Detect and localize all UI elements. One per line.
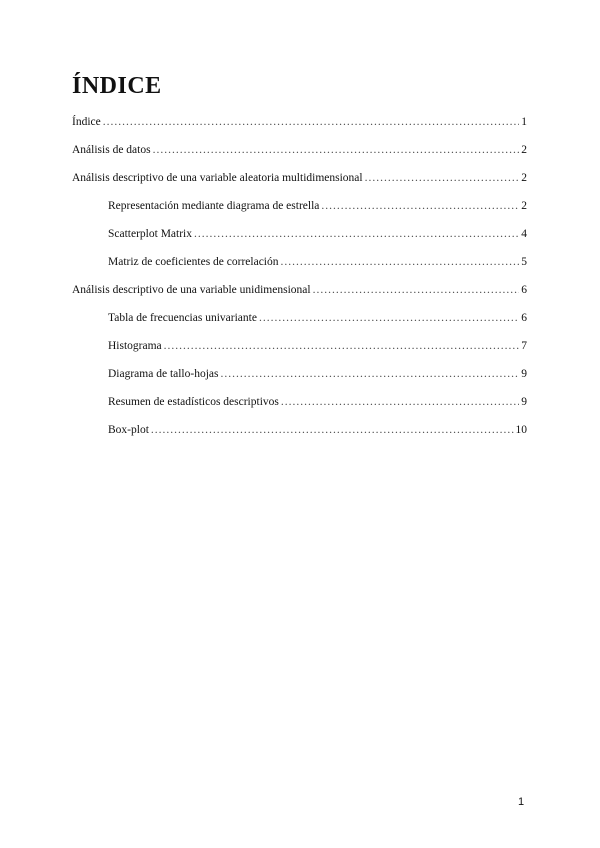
toc-entry-text: Análisis descriptivo de una variable unidimensional xyxy=(72,284,311,296)
toc-entry-text: Scatterplot Matrix xyxy=(108,228,192,240)
dot-leader xyxy=(259,310,519,326)
toc-entry-page: 2 xyxy=(521,172,527,184)
toc-entry-page: 9 xyxy=(521,396,527,408)
dot-leader xyxy=(153,142,520,158)
toc-entry-page: 10 xyxy=(515,424,527,436)
toc-entry-text: Histograma xyxy=(108,340,162,352)
toc-entry-page: 9 xyxy=(521,368,527,380)
dot-leader xyxy=(103,114,520,130)
toc-entry-text: Análisis descriptivo de una variable aleatoria multidimensional xyxy=(72,172,363,184)
toc-entry-text: Tabla de frecuencias univariante xyxy=(108,312,257,324)
toc-entry-page: 6 xyxy=(521,284,527,296)
toc-entry-analisis-multidimensional[interactable] xyxy=(72,170,527,186)
dot-leader xyxy=(281,254,520,270)
toc-entry-page: 1 xyxy=(521,116,527,128)
page-number: 1 xyxy=(518,796,525,808)
toc-entry-scatterplot-matrix[interactable] xyxy=(108,226,527,242)
toc-entry-box-plot[interactable] xyxy=(108,422,527,438)
toc-entry-page: 7 xyxy=(521,340,527,352)
toc-entry-text: Diagrama de tallo-hojas xyxy=(108,368,219,380)
toc-entry-tabla-frecuencias[interactable] xyxy=(108,310,527,326)
toc-entry-diagrama-estrella[interactable] xyxy=(108,198,527,214)
toc-entry-page: 5 xyxy=(521,256,527,268)
toc-entry-page: 2 xyxy=(521,200,527,212)
dot-leader xyxy=(221,366,520,382)
toc-entry-text: Análisis de datos xyxy=(72,144,151,156)
toc-entry-text: Representación mediante diagrama de estrella xyxy=(108,200,320,212)
toc-entry-page: 6 xyxy=(521,312,527,324)
toc-entry-analisis-de-datos[interactable] xyxy=(72,142,527,158)
dot-leader xyxy=(321,198,519,214)
toc-entry-resumen-estadisticos[interactable] xyxy=(108,394,527,410)
dot-leader xyxy=(151,422,514,438)
toc-entry-tallo-hojas[interactable] xyxy=(108,366,527,382)
toc-entry-matriz-correlacion[interactable] xyxy=(108,254,527,270)
toc-entry-analisis-unidimensional[interactable] xyxy=(72,282,527,298)
dot-leader xyxy=(281,394,519,410)
dot-leader xyxy=(194,226,519,242)
toc-entry-text: Resumen de estadísticos descriptivos xyxy=(108,396,279,408)
toc-entry-text: Índice xyxy=(72,116,101,128)
dot-leader xyxy=(313,282,520,298)
dot-leader xyxy=(365,170,520,186)
toc-entry-histograma[interactable] xyxy=(108,338,527,354)
page-title: ÍNDICE xyxy=(72,73,162,99)
toc-entry-indice[interactable] xyxy=(72,114,527,130)
toc-entry-page: 2 xyxy=(521,144,527,156)
toc-entry-text: Box-plot xyxy=(108,424,149,436)
dot-leader xyxy=(164,338,520,354)
toc-entry-page: 4 xyxy=(521,228,527,240)
toc-entry-text: Matriz de coeficientes de correlación xyxy=(108,256,279,268)
